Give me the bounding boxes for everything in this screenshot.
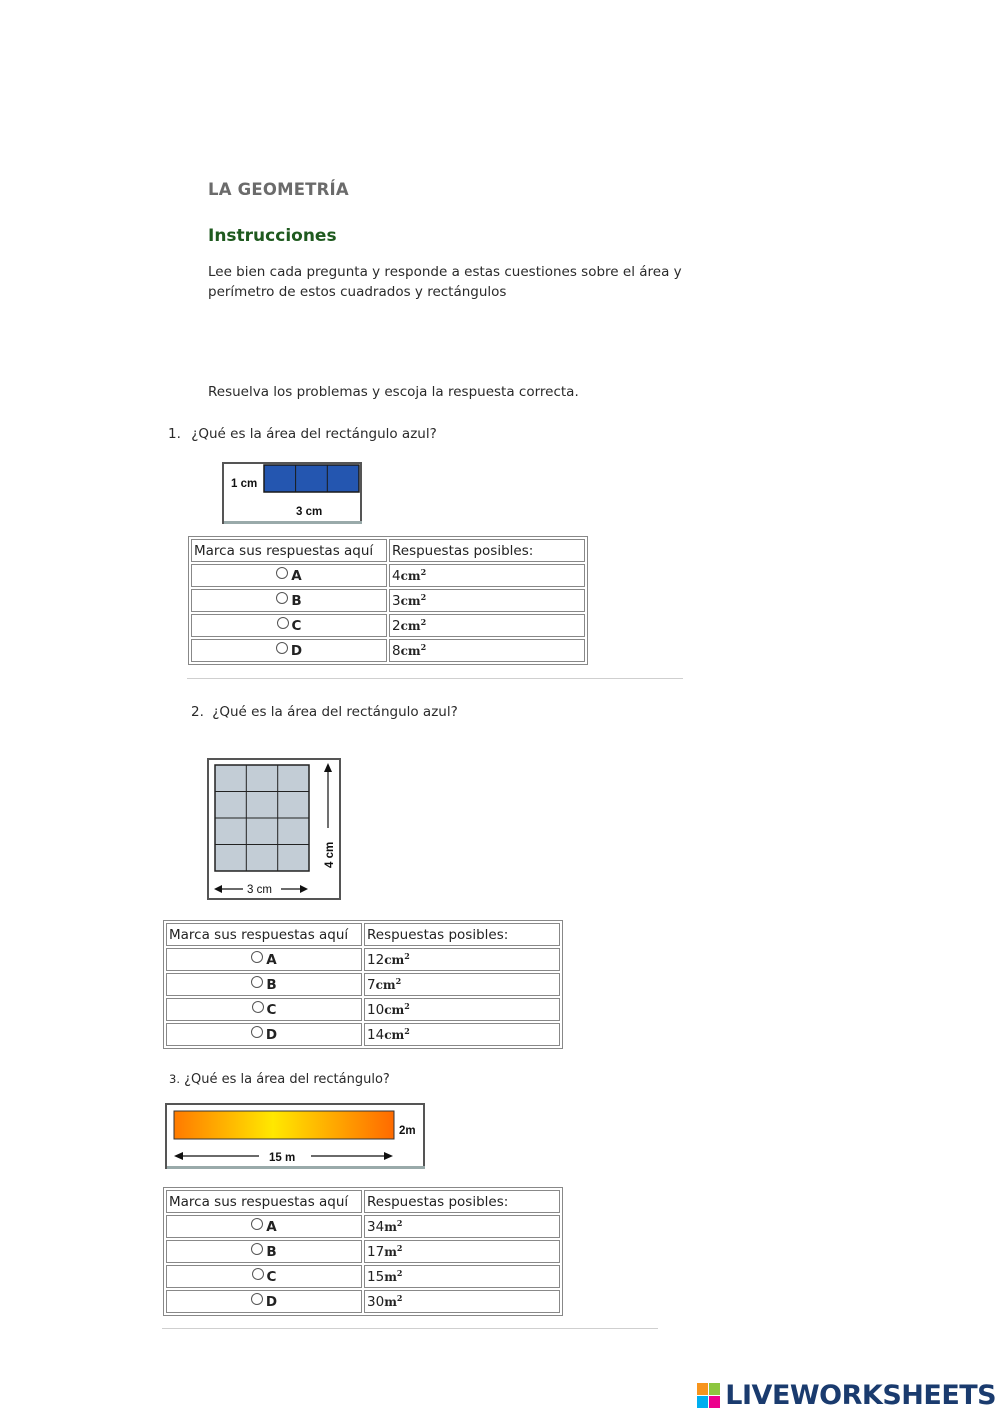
- answer-exponent: 2: [420, 617, 427, 627]
- answer-unit: m: [384, 1245, 397, 1259]
- answer-value: 8: [392, 643, 401, 659]
- option-letter: A: [266, 1219, 277, 1235]
- option-a[interactable]: [191, 564, 387, 587]
- answer-value: 4: [392, 568, 401, 584]
- answer-unit: cm: [400, 644, 421, 658]
- option-letter: D: [265, 1027, 278, 1043]
- answer-cell: [364, 1240, 560, 1263]
- question-text: ¿Qué es la área del rectángulo azul?: [191, 426, 437, 442]
- answer-unit: cm: [375, 978, 396, 992]
- liveworksheets-logo: [697, 1380, 996, 1411]
- answer-exponent: 2: [396, 1243, 403, 1253]
- divider: [187, 678, 683, 679]
- answer-table-2: [163, 920, 563, 1049]
- table-row: [166, 1265, 560, 1288]
- option-d[interactable]: [191, 639, 387, 662]
- instructions-text: [208, 262, 682, 302]
- answer-value: 12: [367, 952, 385, 968]
- header-cell: Respuestas posibles:: [364, 1190, 560, 1213]
- answer-exponent: 2: [396, 1268, 403, 1278]
- answer-cell: [364, 948, 560, 971]
- radio-button[interactable]: [276, 567, 288, 579]
- width-label: 3 cm: [247, 884, 272, 896]
- height-label: 4 cm: [324, 841, 336, 868]
- answer-value: 3: [392, 593, 401, 609]
- answer-exponent: 2: [404, 1001, 410, 1011]
- answer-table-1: [188, 536, 588, 665]
- option-letter: C: [291, 618, 302, 634]
- figure-blue-rectangle: [222, 462, 364, 526]
- table-row: [166, 1023, 560, 1046]
- header-cell: Respuestas posibles:: [389, 539, 585, 562]
- height-label: 2m: [399, 1125, 416, 1137]
- radio-button[interactable]: [276, 642, 288, 654]
- logo-blocks-icon: [697, 1383, 721, 1409]
- answer-exponent: 2: [420, 592, 427, 602]
- answer-exponent: 2: [420, 642, 427, 652]
- answer-exponent: 2: [396, 1218, 403, 1228]
- answer-unit: m: [384, 1295, 397, 1309]
- option-c[interactable]: [166, 998, 362, 1021]
- answer-cell: [389, 589, 585, 612]
- answer-cell: [364, 998, 560, 1021]
- question-1: [168, 426, 437, 442]
- answer-exponent: 2: [395, 976, 402, 986]
- figure-grid-rectangle: [207, 758, 343, 902]
- answer-value: 34: [367, 1219, 385, 1235]
- answer-cell: [389, 564, 585, 587]
- table-row: [166, 1215, 560, 1238]
- brand-name: LIVEWORKSHEETS: [725, 1380, 997, 1411]
- answer-unit: cm: [384, 953, 405, 967]
- option-c[interactable]: [166, 1265, 362, 1288]
- question-number: 2.: [191, 704, 204, 720]
- radio-button[interactable]: [251, 1218, 263, 1230]
- option-b[interactable]: [191, 589, 387, 612]
- option-letter: C: [266, 1269, 277, 1285]
- width-label: 15 m: [269, 1152, 296, 1164]
- answer-cell: [364, 1215, 560, 1238]
- radio-button[interactable]: [276, 592, 288, 604]
- answer-unit: cm: [400, 594, 421, 608]
- header-cell: Marca sus respuestas aquí: [191, 539, 387, 562]
- table-row: [191, 614, 585, 637]
- option-b[interactable]: [166, 973, 362, 996]
- width-label: 3 cm: [296, 506, 323, 518]
- answer-exponent: 2: [404, 1026, 410, 1036]
- instructions-heading: Instrucciones: [208, 226, 337, 246]
- question-3: [169, 1072, 390, 1087]
- answer-value: 7: [367, 977, 376, 993]
- answer-value: 2: [392, 618, 401, 634]
- header-cell: Marca sus respuestas aquí: [166, 1190, 362, 1213]
- answer-value: 15: [367, 1269, 385, 1285]
- answer-table-3: [163, 1187, 563, 1316]
- answer-value: 17: [367, 1244, 385, 1260]
- answer-cell: [364, 1290, 560, 1313]
- table-row: [191, 639, 585, 662]
- option-c[interactable]: [191, 614, 387, 637]
- answer-unit: m: [384, 1270, 397, 1284]
- radio-button[interactable]: [252, 1001, 264, 1013]
- answer-cell: [389, 614, 585, 637]
- table-row: [166, 1290, 560, 1313]
- option-d[interactable]: [166, 1023, 362, 1046]
- radio-button[interactable]: [251, 976, 263, 988]
- radio-button[interactable]: [251, 1243, 263, 1255]
- divider: [162, 1328, 658, 1329]
- question-text: ¿Qué es la área del rectángulo azul?: [212, 704, 458, 720]
- question-text: ¿Qué es la área del rectángulo?: [184, 1072, 390, 1087]
- question-number: 1.: [168, 426, 181, 442]
- instructions-line-2: perímetro de estos cuadrados y rectángulos: [208, 284, 507, 300]
- answer-unit: cm: [400, 569, 421, 583]
- radio-button[interactable]: [251, 951, 263, 963]
- option-letter: C: [266, 1002, 277, 1018]
- answer-cell: [389, 639, 585, 662]
- question-2: [191, 704, 458, 720]
- option-letter: A: [291, 568, 302, 584]
- table-row: [166, 948, 560, 971]
- option-letter: B: [266, 1244, 277, 1260]
- answer-unit: m: [384, 1220, 397, 1234]
- option-letter: A: [266, 952, 277, 968]
- answer-cell: [364, 973, 560, 996]
- option-letter: B: [291, 593, 302, 609]
- instructions-line-1: Lee bien cada pregunta y responde a estas cuestiones sobre el área y: [208, 264, 682, 280]
- answer-exponent: 2: [404, 951, 410, 961]
- answer-value: 30: [367, 1294, 385, 1310]
- question-number: 3.: [169, 1072, 180, 1086]
- answer-unit: cm: [400, 619, 421, 633]
- answer-value: 14: [367, 1027, 385, 1043]
- radio-button[interactable]: [251, 1293, 263, 1305]
- table-row: [166, 998, 560, 1021]
- option-a[interactable]: [166, 948, 362, 971]
- answer-cell: [364, 1265, 560, 1288]
- header-cell: Respuestas posibles:: [364, 923, 560, 946]
- header-cell: Marca sus respuestas aquí: [166, 923, 362, 946]
- figure-orange-rectangle: [165, 1103, 427, 1171]
- table-row: [166, 973, 560, 996]
- prompt-text: Resuelva los problemas y escoja la respuesta correcta.: [208, 384, 579, 400]
- option-letter: B: [266, 977, 277, 993]
- option-letter: D: [265, 1294, 278, 1310]
- radio-button[interactable]: [251, 1026, 263, 1038]
- answer-unit: cm: [384, 1028, 405, 1042]
- option-a[interactable]: [166, 1215, 362, 1238]
- height-label: 1 cm: [231, 478, 258, 490]
- radio-button[interactable]: [252, 1268, 264, 1280]
- answer-exponent: 2: [396, 1293, 403, 1303]
- table-row: [166, 1240, 560, 1263]
- answer-exponent: 2: [420, 567, 427, 577]
- option-b[interactable]: [166, 1240, 362, 1263]
- option-d[interactable]: [166, 1290, 362, 1313]
- answer-cell: [364, 1023, 560, 1046]
- table-row: [191, 589, 585, 612]
- table-row: [191, 564, 585, 587]
- radio-button[interactable]: [277, 617, 289, 629]
- answer-value: 10: [367, 1002, 385, 1018]
- answer-unit: cm: [384, 1003, 405, 1017]
- page-title: LA GEOMETRÍA: [208, 180, 349, 199]
- option-letter: D: [290, 643, 303, 659]
